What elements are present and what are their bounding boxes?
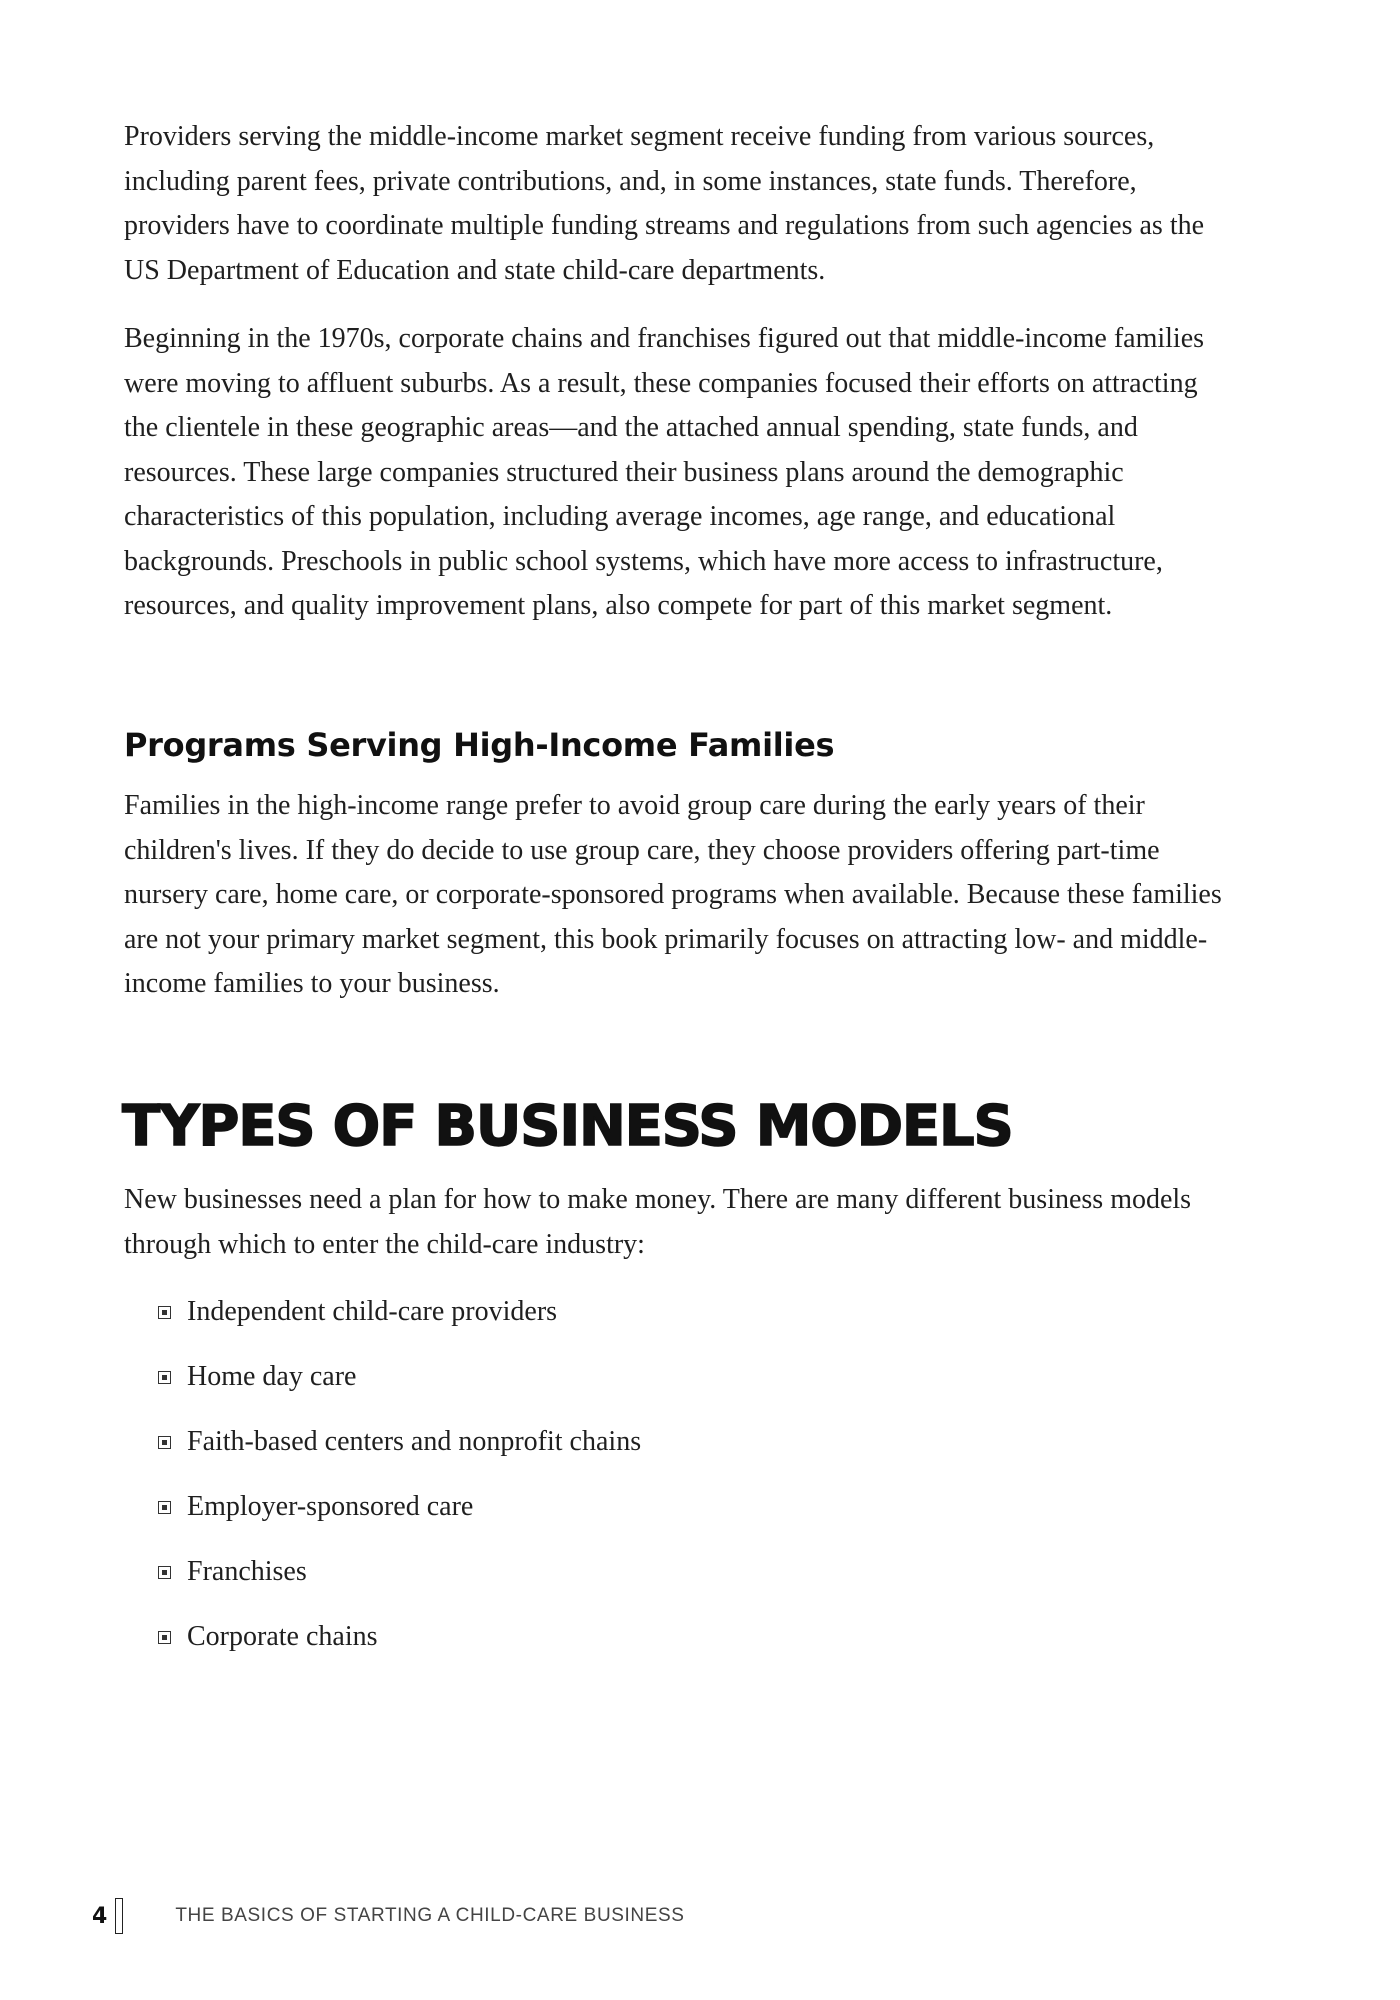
square-bullet-icon bbox=[158, 1436, 171, 1449]
list-item-label: Home day care bbox=[187, 1361, 357, 1392]
paragraph-funding-sources: Providers serving the middle-income market segment receive funding from various sources, including parent fees, private contributions, and, in some instances, state funds. Therefore, providers have to coordinate multiple funding streams and regulations from such agencies as the US Department of Education and state child-care departments. bbox=[124, 121, 1205, 286]
square-bullet-icon bbox=[158, 1501, 171, 1514]
list-item bbox=[158, 1485, 641, 1550]
list-item bbox=[158, 1290, 641, 1355]
square-bullet-icon bbox=[158, 1631, 171, 1644]
footer-divider-icon bbox=[115, 1898, 123, 1934]
square-bullet-icon bbox=[158, 1306, 171, 1319]
list-item-label: Corporate chains bbox=[187, 1621, 378, 1652]
square-bullet-icon bbox=[158, 1371, 171, 1384]
list-item bbox=[158, 1420, 641, 1485]
subheading-high-income: Programs Serving High-Income Families bbox=[124, 726, 835, 764]
list-item-label: Employer-sponsored care bbox=[187, 1491, 474, 1522]
list-item-label: Independent child-care providers bbox=[187, 1296, 558, 1327]
list-item bbox=[158, 1355, 641, 1420]
page-number: 4 bbox=[92, 1903, 108, 1929]
paragraph-corporate-chains: Beginning in the 1970s, corporate chains and franchises figured out that middle-income families were moving to affluent suburbs. As a result, these companies focused their efforts on attracting the clientele in these geographic areas—and the attached annual spending, state funds, and resources. These large companies structured their business plans around the demographic characteristics of this population, including average incomes, age range, and educational backgrounds. Preschools in public school systems, which have more access to infrastructure, resources, and quality improvement plans, also compete for part of this market segment. bbox=[124, 323, 1205, 621]
page-footer bbox=[92, 1898, 685, 1934]
square-bullet-icon bbox=[158, 1566, 171, 1579]
list-item-label: Franchises bbox=[187, 1556, 307, 1587]
list-item bbox=[158, 1615, 641, 1680]
paragraph-high-income-families: Families in the high-income range prefer to avoid group care during the early years of their children's lives. If they do decide to use group care, they choose providers offering part-time nursery care, home care, or corporate-sponsored programs when available. Because these families are not your primary market segment, this book primarily focuses on attracting low- and middle-income families to your business. bbox=[124, 790, 1222, 999]
section-title-business-models: TYPES OF BUSINESS MODELS bbox=[122, 1094, 1013, 1159]
list-item bbox=[158, 1550, 641, 1615]
running-head: THE BASICS OF STARTING A CHILD-CARE BUSINESS bbox=[175, 1905, 685, 1926]
paragraph-business-models-intro: New businesses need a plan for how to make money. There are many different business models through which to enter the child-care industry: bbox=[124, 1184, 1192, 1260]
list-item-label: Faith-based centers and nonprofit chains bbox=[187, 1426, 642, 1457]
business-models-list bbox=[158, 1290, 641, 1680]
